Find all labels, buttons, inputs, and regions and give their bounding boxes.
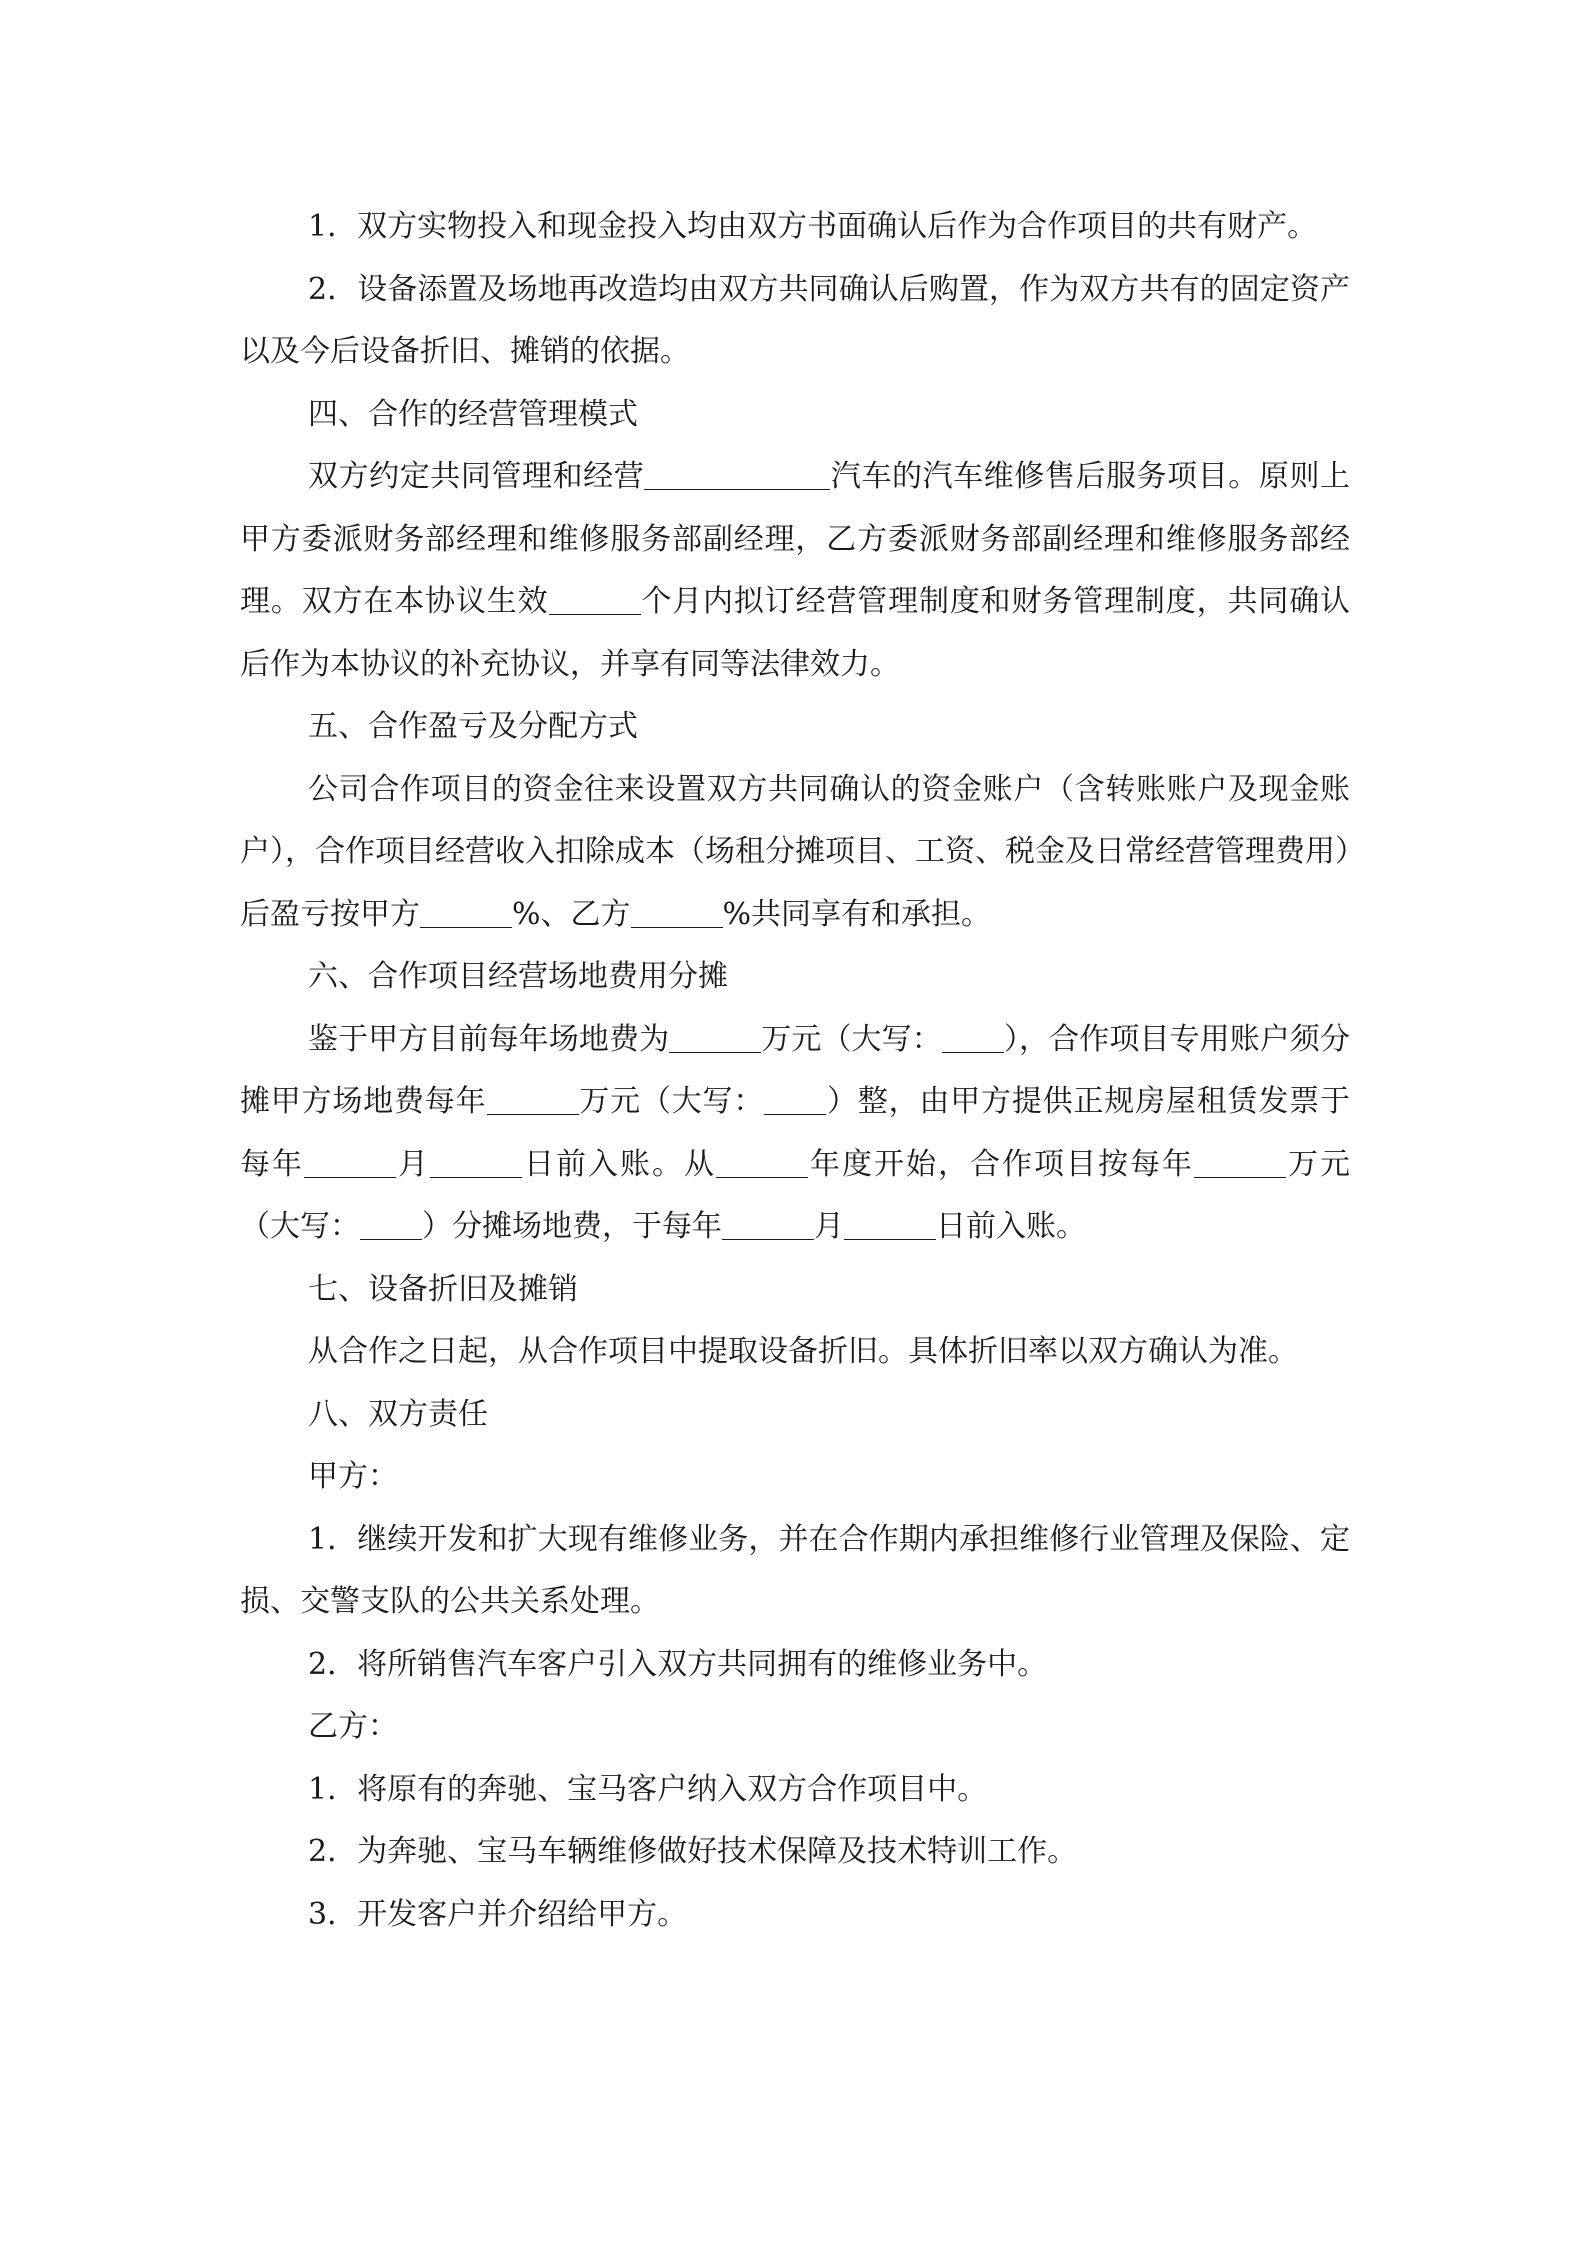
fill-blank [360,1209,422,1240]
text-segment: 万元（大写： [240,1146,1350,1244]
fill-blank [1194,1147,1286,1178]
fill-blank [430,1147,522,1178]
text-segment: 鉴于甲方目前每年场地费为 [308,1021,670,1057]
text-segment: 年度开始，合作项目按每年 [808,1146,1194,1182]
party-a-item-2: 2．将所销售汽车客户引入双方共同拥有的维修业务中。 [308,1646,1048,1682]
text-segment: ）分摊场地费，于每年 [422,1209,722,1244]
text-segment: %共同享有和承担。 [722,896,992,932]
section-heading-6: 六、合作项目经营场地费用分摊 [308,959,728,994]
fill-blank [487,1084,579,1115]
party-a-item-1: 1．继续开发和扩大现有维修业务，并在合作期内承担维修行业管理及保险、定损、交警支队的公共关系处理。 [240,1521,1350,1619]
clause-paragraph-1: 1．双方实物投入和现金投入均由双方书面确认后作为合作项目的共有财产。 [308,209,1318,244]
fill-blank [942,1022,1004,1053]
party-b-item-1: 1．将原有的奔驰、宝马客户纳入双方合作项目中。 [308,1771,988,1807]
text-segment: 月 [396,1146,430,1182]
document-body [240,196,1350,1946]
section-heading-8: 八、双方责任 [308,1396,488,1432]
text-segment: 汽车的汽车维修售后服务项目。原则上甲方委派财务部经理和维修服务部副经理，乙方委派财务部副经理和维修服务部经理。双方在本协议生效 [240,459,1351,619]
clause-paragraph-2: 2．设备添置及场地再改造均由双方共同确认后购置，作为双方共有的固定资产以及今后设备折旧、摊销的依据。 [240,271,1350,369]
fill-blank [716,1147,808,1178]
fill-blank [644,459,830,490]
party-b-item-2: 2．为奔驰、宝马车辆维修做好技术保障及技术特训工作。 [308,1834,1078,1869]
text-segment: ）整，由甲方提供正规房屋租赁发票于每年 [240,1084,1350,1182]
fill-blank [764,1084,826,1115]
text-segment: 公司合作项目的资金往来设置双方共同确认的资金账户（含转账账户及现金账户），合作项目经营收入扣除成本（场租分摊项目、工资、税金及日常经营管理费用）后盈亏按甲方 [240,771,1350,932]
fill-blank [669,1022,761,1053]
fill-blank [844,1209,936,1240]
depreciation-paragraph: 从合作之日起，从合作项目中提取设备折旧。具体折旧率以双方确认为准。 [308,1334,1298,1369]
section-heading-7: 七、设备折旧及摊销 [308,1271,578,1307]
party-b-item-3: 3．开发客户并介绍给甲方。 [308,1896,688,1932]
profit-paragraph [240,759,1350,947]
site-fee-paragraph [240,1009,1350,1259]
text-segment: 双方约定共同管理和经营 [308,459,645,494]
fill-blank [722,1209,814,1240]
text-segment: 个月内拟订经营管理制度和财务管理制度，共同确认后作为本协议的补充协议，并享有同等法律效力。 [240,584,1351,682]
fill-blank [549,584,641,615]
text-segment: 月 [814,1209,844,1244]
text-segment: 日前入账。从 [522,1146,716,1182]
section-heading-5: 五、合作盈亏及分配方式 [308,709,638,744]
text-segment: 万元（大写： [578,1084,765,1119]
text-segment: %、乙方 [512,896,631,932]
text-segment: ），合作项目专用账户须分摊甲方场地费每年 [240,1021,1351,1119]
fill-blank [631,897,723,928]
fill-blank [420,897,512,928]
section-heading-4: 四、合作的经营管理模式 [308,396,638,432]
text-segment: 万元（大写： [761,1021,942,1057]
management-paragraph [240,446,1350,696]
fill-blank [304,1147,396,1178]
party-a-label: 甲方： [308,1459,398,1494]
party-b-label: 乙方： [308,1709,398,1744]
text-segment: 日前入账。 [936,1209,1086,1244]
